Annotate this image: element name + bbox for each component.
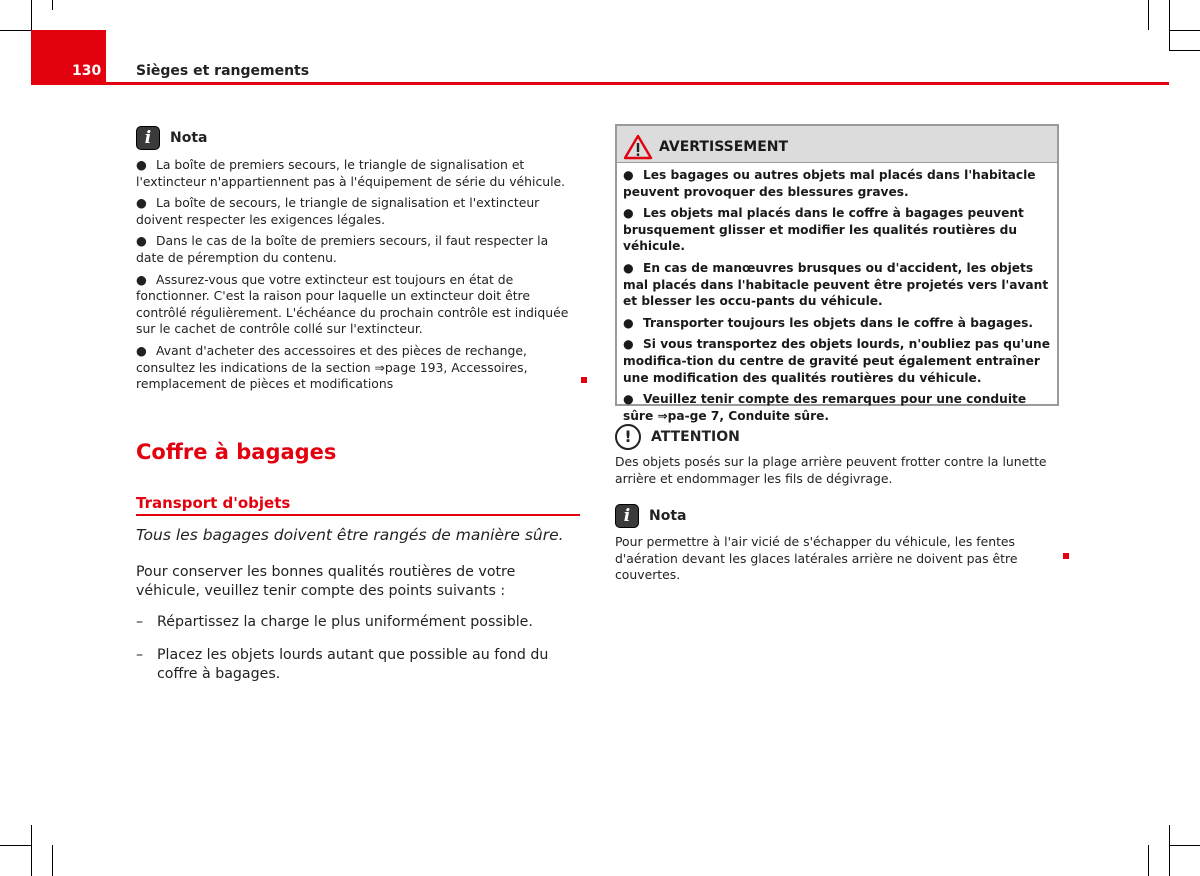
warning-box — [615, 124, 1059, 423]
note-title: Nota — [170, 130, 208, 146]
list-item: – Placez les objets lourds autant que possible au fond du coffre à bagages. — [136, 647, 549, 682]
exclamation-circle-icon: ! — [615, 424, 641, 450]
crop-mark — [1169, 845, 1200, 846]
note-heading — [615, 504, 686, 528]
attention-title: ATTENTION — [651, 429, 740, 445]
list-item: ● Assurez-vous que votre extincteur est toujours en état de fonctionner. C'est la raison pour laquelle un extincteur doit être contrôlé régulièrement. L'échéance du prochain contrôle est indiquée sur le cachet de contrôle collé sur l'extincteur. — [136, 271, 569, 337]
crop-mark — [0, 30, 31, 31]
crop-mark — [52, 845, 53, 876]
list-item: ● Avant d'acheter des accessoires et des pièces de rechange, consultez les indications de la section ⇒page 193, Accessoires, remplacement de pièces et modifications — [136, 342, 528, 392]
crop-mark — [1148, 845, 1149, 876]
info-icon: i — [136, 126, 160, 150]
header-rule — [31, 82, 1169, 85]
note-title: Nota — [649, 508, 687, 524]
warning-title: AVERTISSEMENT — [659, 139, 789, 155]
list-item: ● Si vous transportez des objets lourds, n'oubliez pas qu'une modifica-tion du centre de gravité peut également entraîner une modification des qualités routières du véhicule. — [623, 337, 1050, 385]
note-text: Pour permettre à l'air vicié de s'échapper du véhicule, les fentes d'aération devant les glaces latérales arrière ne doivent pas être couvertes. — [615, 534, 1018, 583]
list-item: ● Transporter toujours les objets dans le coffre à bagages. — [623, 315, 1034, 330]
list-item: ● En cas de manœuvres brusques ou d'accident, les objets mal placés dans l'habitacle peuvent être projetés vers l'avant et blesser les occu-pants du véhicule. — [623, 260, 1049, 309]
attention-text: Des objets posés sur la plage arrière peuvent frotter contre la lunette arrière et endommager les fils de dégivrage. — [615, 454, 1047, 486]
list-item: ● La boîte de premiers secours, le triangle de signalisation et l'extincteur n'appartiennent pas à l'équipement de série du véhicule. — [136, 157, 566, 189]
list-item: ● Veuillez tenir compte des remarques pour une conduite sûre ⇒pa-ge 7, Conduite sûre. — [623, 392, 1027, 423]
crop-mark — [1169, 50, 1200, 51]
subsection-rule — [136, 514, 580, 516]
warning-list — [617, 163, 1057, 424]
crop-mark — [31, 825, 32, 876]
crop-mark — [1169, 0, 1170, 50]
crop-mark — [1169, 30, 1200, 31]
crop-mark — [1148, 0, 1149, 30]
list-item: ● Les bagages ou autres objets mal placés dans l'habitacle peuvent provoquer des blessures graves. — [623, 168, 1036, 199]
crop-mark — [31, 0, 32, 30]
warning-triangle-icon — [623, 134, 653, 160]
end-mark — [581, 377, 587, 383]
list-item: ● La boîte de secours, le triangle de signalisation et l'extincteur doivent respecter les exigences légales. — [136, 195, 540, 227]
running-title: Sièges et rangements — [136, 63, 310, 79]
intro-text: Pour conserver les bonnes qualités routières de votre véhicule, veuillez tenir compte des points suivants : — [136, 564, 516, 599]
lead-text: Tous les bagages doivent être rangés de manière sûre. — [136, 526, 564, 544]
crop-mark — [0, 845, 31, 846]
attention-heading — [615, 424, 740, 450]
list-item: ● Les objets mal placés dans le coffre à bagages peuvent brusquement glisser et modifier les qualités routières du véhicule. — [623, 206, 1024, 254]
list-item: – Répartissez la charge le plus uniformément possible. — [136, 614, 533, 630]
subsection-title: Transport d'objets — [136, 494, 291, 512]
warning-header — [617, 126, 1057, 163]
info-icon: i — [615, 504, 639, 528]
note-heading — [136, 126, 207, 150]
section-title: Coffre à bagages — [136, 440, 337, 464]
list-item: ● Dans le cas de la boîte de premiers secours, il faut respecter la date de péremption du contenu. — [136, 233, 549, 265]
page-number: 130 — [31, 30, 106, 84]
crop-mark — [52, 0, 53, 10]
crop-mark — [1169, 825, 1170, 876]
note-list — [136, 157, 580, 398]
end-mark — [1063, 553, 1069, 559]
